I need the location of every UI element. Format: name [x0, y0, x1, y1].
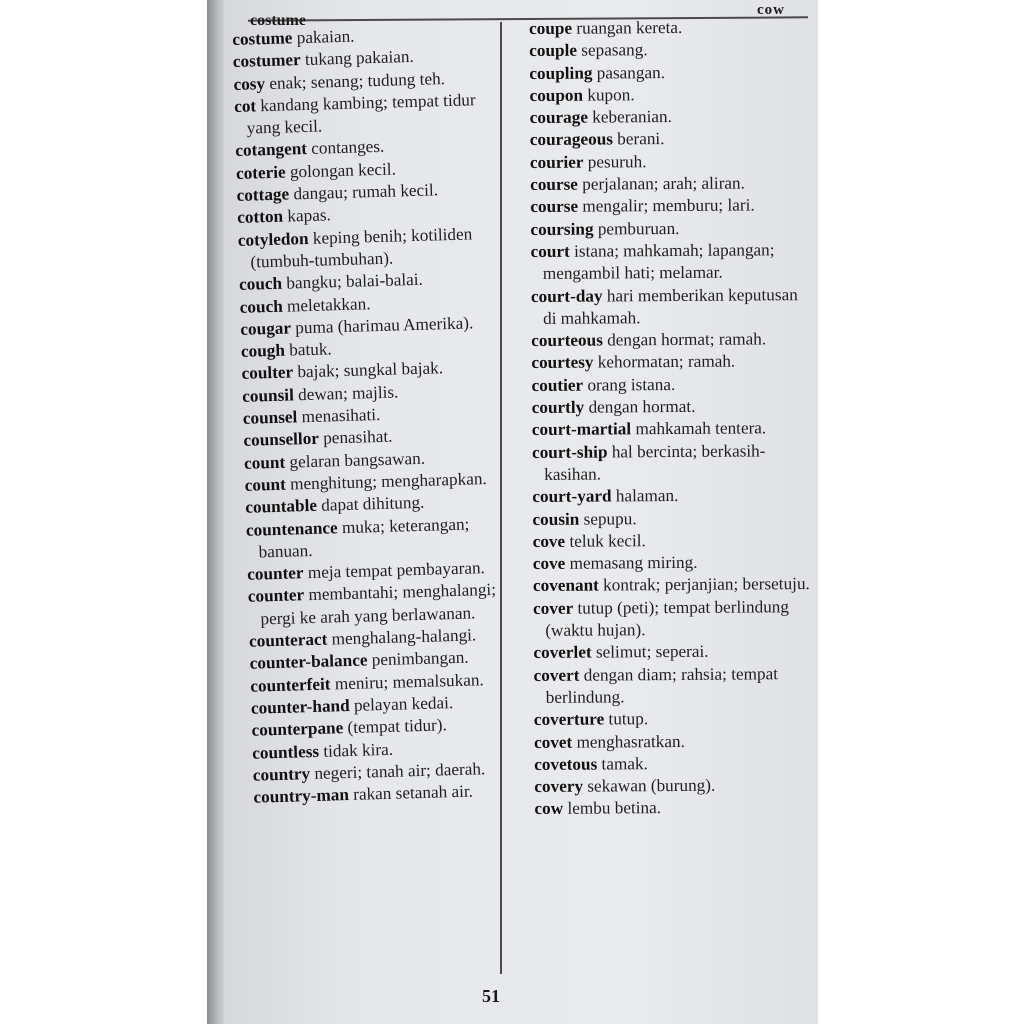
entry-headword: coverlet [533, 642, 592, 663]
entry-headword: counsellor [243, 429, 320, 451]
entry-headword: covet [533, 732, 573, 752]
entry-definition: dangau; rumah kecil. [288, 180, 439, 204]
entry-headword: court-yard [532, 486, 612, 507]
entry-headword: counter-balance [249, 650, 368, 674]
entry-definition: sekawan (burung). [582, 775, 716, 796]
entry-headword: countable [245, 496, 318, 518]
entry-definition: berani. [612, 129, 665, 149]
dictionary-page [224, 0, 818, 1024]
entry-headword: countenance [245, 517, 338, 540]
dictionary-entry [532, 440, 814, 487]
entry-definition: orang istana. [583, 374, 676, 395]
dictionary-entry [534, 663, 816, 710]
dictionary-entry [248, 579, 511, 631]
dictionary-entry [530, 105, 812, 129]
right-column [529, 16, 817, 821]
entry-definition: tidak kira. [318, 739, 394, 761]
entry-headword: country-man [253, 785, 350, 807]
dictionary-entry [532, 417, 814, 441]
dictionary-entry [529, 38, 811, 62]
dictionary-entry [534, 796, 816, 820]
entry-headword: counsil [241, 385, 295, 406]
entry-definition: enak; senang; tudung teh. [264, 68, 446, 93]
entry-headword: cot [233, 96, 257, 116]
entry-definition: tutup. [604, 709, 649, 729]
entry-definition: golongan kecil. [285, 159, 397, 182]
entry-headword: counterfeit [250, 674, 331, 696]
entry-headword: cotangent [235, 139, 308, 161]
entry-definition: pelayan kedai. [349, 692, 454, 715]
dictionary-entry [532, 507, 814, 531]
entry-headword: court-day [530, 286, 603, 306]
entry-headword: cove [532, 531, 566, 551]
dictionary-entry [238, 222, 501, 274]
dictionary-entry [529, 61, 811, 85]
dictionary-entry [532, 484, 814, 508]
entry-headword: costumer [232, 50, 301, 72]
entry-definition: sepasang. [576, 40, 648, 60]
dictionary-entry [531, 328, 813, 352]
dictionary-entry [530, 172, 812, 196]
entry-definition: keping benih; kotiliden (tumbuh-tumbuhan). [250, 224, 473, 272]
entry-definition: menasihati. [297, 405, 381, 427]
dictionary-entry [533, 551, 815, 575]
entry-definition: dengan diam; rahsia; tempat berlindung. [545, 663, 779, 707]
entry-headword: country [252, 763, 311, 785]
entry-definition: selimut; seperai. [591, 642, 709, 662]
entry-definition: lembu betina. [563, 798, 662, 819]
entry-headword: coupe [529, 18, 573, 38]
entry-headword: countless [251, 741, 320, 763]
entry-definition: meja tempat pembayaran. [303, 558, 486, 583]
entry-definition: tamak. [597, 753, 648, 774]
entry-definition: gelaran bangsawan. [284, 448, 426, 472]
dictionary-entry [533, 573, 815, 597]
entry-definition: teluk kecil. [565, 531, 646, 551]
entry-headword: cousin [532, 509, 580, 529]
entry-headword: courage [529, 107, 588, 128]
entry-headword: courier [529, 152, 584, 172]
entry-definition: menghalang-halangi. [327, 625, 477, 649]
dictionary-entry [534, 774, 816, 798]
entry-definition: tukang pakaian. [300, 47, 415, 70]
page-number: 51 [482, 986, 500, 1006]
entry-headword: cotyledon [237, 228, 309, 250]
entry-headword: counter [247, 585, 305, 607]
entry-headword: court-ship [531, 442, 608, 462]
entry-headword: couch [239, 296, 283, 317]
entry-definition: dapat dihitung. [316, 493, 425, 516]
entry-definition: pesuruh. [583, 151, 647, 172]
entry-headword: courageous [529, 129, 613, 150]
entry-definition: rakan setanah air. [348, 781, 474, 805]
entry-definition: kapas. [282, 205, 332, 227]
entry-headword: counteract [248, 629, 328, 651]
entry-definition: negeri; tanah air; daerah. [309, 759, 486, 783]
dictionary-entry [531, 350, 813, 374]
entry-headword: counter [246, 563, 304, 584]
entry-headword: coupon [529, 85, 584, 105]
entry-definition: mahkamah tentera. [631, 418, 767, 439]
entry-definition: istana; mahkamah; lapangan; mengambil hati; melamar. [542, 240, 775, 284]
entry-headword: cotton [237, 207, 284, 228]
entry-definition: halaman. [611, 486, 679, 506]
entry-headword: couple [529, 40, 578, 61]
entry-definition: dengan hormat; ramah. [602, 329, 767, 350]
entry-definition: sepupu. [579, 508, 637, 529]
entry-definition: ruangan kereta. [571, 17, 683, 38]
entry-definition: pakaian. [292, 26, 355, 48]
entry-headword: coutier [531, 375, 584, 395]
entry-definition: tutup (peti); tempat berlindung (waktu hujan). [545, 596, 790, 640]
dictionary-entry [531, 284, 813, 331]
entry-definition: kandang kambing; tempat tidur yang kecil. [246, 90, 476, 138]
entry-definition: keberanian. [587, 107, 672, 127]
entry-definition: muka; keterangan; banuan. [258, 514, 470, 562]
entry-headword: cosy [233, 73, 266, 94]
entry-definition: contanges. [306, 137, 385, 159]
entry-definition: hal bercinta; berkasih-kasihan. [544, 441, 766, 484]
entry-definition: puma (harimau Amerika). [290, 313, 474, 338]
entry-definition: bangku; balai-balai. [281, 270, 424, 293]
entry-definition: penasihat. [318, 427, 393, 449]
dictionary-entry [246, 512, 509, 564]
entry-definition: pasangan. [592, 62, 666, 83]
entry-headword: coverture [533, 709, 605, 730]
entry-headword: course [530, 174, 578, 195]
guide-word-left: costume [250, 12, 306, 29]
guide-word-right: cow [757, 2, 785, 18]
entry-headword: cougar [240, 318, 292, 339]
dictionary-entry [532, 395, 814, 419]
dictionary-entry [534, 752, 816, 776]
entry-definition: memasang miring. [565, 552, 698, 573]
entry-definition: kupon. [582, 85, 635, 105]
dictionary-entry [533, 596, 815, 643]
entry-definition: kontrak; perjanjian; bersetuju. [598, 574, 810, 595]
entry-headword: covenant [532, 575, 599, 596]
left-column [232, 22, 516, 809]
dictionary-entry [533, 529, 815, 553]
entry-headword: coursing [530, 219, 594, 239]
entry-definition: meletakkan. [282, 293, 371, 316]
entry-definition: batuk. [284, 339, 332, 360]
dictionary-entry [533, 640, 815, 664]
entry-headword: coterie [235, 162, 286, 183]
entry-definition: dewan; majlis. [293, 382, 399, 405]
entry-headword: counterpane [251, 718, 344, 740]
dictionary-entry [530, 194, 812, 218]
dictionary-entry [530, 128, 812, 152]
entry-headword: court [530, 241, 570, 261]
entry-headword: cover [533, 598, 574, 618]
entry-headword: covetous [534, 754, 598, 774]
entry-definition: menghasratkan. [572, 731, 685, 752]
entry-headword: cow [534, 799, 564, 819]
dictionary-entry [530, 150, 812, 174]
entry-headword: cough [240, 340, 286, 362]
entry-definition: penimbangan. [367, 647, 469, 670]
entry-headword: cove [532, 553, 566, 574]
dictionary-entry [534, 730, 816, 754]
entry-headword: counter-hand [250, 695, 350, 718]
entry-definition: pemburuan. [593, 218, 680, 239]
entry-definition: (tempat tidur). [342, 715, 448, 738]
entry-definition: meniru; memalsukan. [330, 669, 484, 694]
dictionary-entry [534, 707, 816, 731]
entry-headword: count [244, 474, 287, 495]
entry-definition: perjalanan; arah; aliran. [577, 173, 745, 194]
dictionary-entry [530, 217, 812, 241]
entry-headword: covery [534, 776, 584, 797]
entry-headword: count [243, 452, 286, 473]
entry-headword: cottage [236, 184, 290, 206]
entry-definition: hari memberikan keputusan di mahkamah. [543, 284, 798, 328]
entry-headword: coulter [241, 362, 294, 384]
entry-definition: kehormatan; ramah. [593, 352, 736, 373]
dictionary-entry [234, 89, 497, 141]
entry-headword: counsel [242, 407, 298, 428]
entry-headword: courtly [531, 397, 585, 418]
entry-definition: dengan hormat. [584, 396, 696, 417]
entry-headword: court-martial [531, 419, 632, 440]
dictionary-entry [529, 83, 811, 107]
entry-definition: bajak; sungkal bajak. [292, 358, 444, 382]
entry-headword: coupling [529, 63, 593, 83]
entry-headword: costume [232, 28, 293, 49]
entry-headword: covert [533, 665, 580, 685]
entry-headword: courtesy [531, 353, 594, 373]
dictionary-entry [531, 239, 813, 286]
entry-definition: mengalir; memburu; lari. [577, 195, 755, 217]
dictionary-entry [529, 16, 811, 40]
entry-definition: menghitung; mengharapkan. [285, 469, 487, 494]
entry-definition: membantahi; menghalangi; pergi ke arah yang berlawanan. [260, 580, 497, 629]
entry-headword: couch [238, 273, 283, 295]
entry-headword: courteous [531, 330, 603, 351]
entry-headword: course [530, 197, 579, 217]
dictionary-entry [531, 373, 813, 397]
